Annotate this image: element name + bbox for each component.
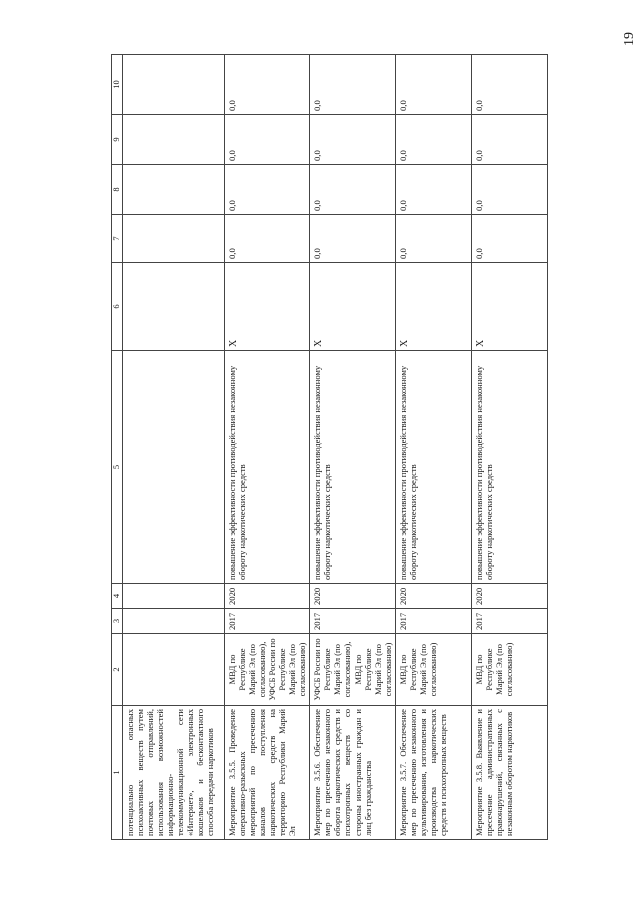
column-7-cell: 0,0: [224, 215, 309, 263]
column-number: 1: [112, 706, 123, 840]
column-number: 8: [112, 165, 123, 215]
event-description: Мероприятие 3.5.5. Проведение оперативно-разыскных мероприятий по пресечению каналов поступления наркотических средств на территорию Республики Марий Эл: [224, 706, 309, 840]
expected-result-cell: [122, 351, 224, 584]
column-6-cell: X: [224, 263, 309, 351]
column-9-cell: 0,0: [471, 115, 547, 165]
column-7-cell: 0,0: [310, 215, 395, 263]
event-description: Мероприятие 3.5.8. Выявление и пресечение административных правонарушений, связанных с незаконным оборотом наркотиков: [471, 706, 547, 840]
column-number: 3: [112, 609, 123, 634]
column-number: 5: [112, 351, 123, 584]
column-7-cell: 0,0: [471, 215, 547, 263]
page-number: 19: [622, 32, 637, 46]
column-6-cell: [122, 263, 224, 351]
column-number: 7: [112, 215, 123, 263]
column-8-cell: 0,0: [310, 165, 395, 215]
column-8-cell: 0,0: [224, 165, 309, 215]
column-8-cell: 0,0: [395, 165, 471, 215]
column-9-cell: 0,0: [395, 115, 471, 165]
executor-cell: МВД по Республике Марий Эл (по согласованию), УФСБ России по Республике Марий Эл (по согласованию): [224, 634, 309, 706]
column-8-cell: 0,0: [471, 165, 547, 215]
start-year-cell: 2017: [310, 609, 395, 634]
column-6-cell: X: [310, 263, 395, 351]
table-row: [395, 55, 471, 840]
table-row: [224, 55, 309, 840]
start-year-cell: 2017: [395, 609, 471, 634]
expected-result-cell: повышение эффективности противодействия незаконному обороту наркотических средств: [395, 351, 471, 584]
start-year-cell: 2017: [224, 609, 309, 634]
column-9-cell: 0,0: [310, 115, 395, 165]
column-9-cell: 0,0: [224, 115, 309, 165]
executor-cell: МВД по Республике Марий Эл (по согласованию): [471, 634, 547, 706]
column-number: 9: [112, 115, 123, 165]
program-events-table: [111, 54, 548, 840]
column-7-cell: 0,0: [395, 215, 471, 263]
column-8-cell: [122, 165, 224, 215]
executor-cell: МВД по Республике Марий Эл (по согласованию): [395, 634, 471, 706]
end-year-cell: 2020: [310, 584, 395, 609]
column-10-cell: [122, 55, 224, 115]
start-year-cell: 2017: [471, 609, 547, 634]
column-6-cell: X: [395, 263, 471, 351]
table-row: [310, 55, 395, 840]
executor-cell: УФСБ России по Республике Марий Эл (по согласованию), МВД по Республике Марий Эл (по согласованию): [310, 634, 395, 706]
event-description: потенциально опасных психоактивных веществ путем почтовых отправлений, использования возможностей информационно-телекоммуникационной сети «Интернет», электронных кошельков и бесконтактного способа передачи наркотиков: [122, 706, 224, 840]
end-year-cell: 2020: [224, 584, 309, 609]
column-number: 10: [112, 55, 123, 115]
end-year-cell: 2020: [471, 584, 547, 609]
column-10-cell: 0,0: [310, 55, 395, 115]
event-description: Мероприятие 3.5.6. Обеспечение мер по пресечению незаконного оборота наркотических средств и психотропных веществ со стороны иностранных граждан и лиц без гражданства: [310, 706, 395, 840]
column-number: 4: [112, 584, 123, 609]
event-description: Мероприятие 3.5.7. Обеспечение мер по пресечению незаконного культивирования, изготовления и производства наркотических средств и психотропных веществ: [395, 706, 471, 840]
column-6-cell: X: [471, 263, 547, 351]
start-year-cell: [122, 609, 224, 634]
column-9-cell: [122, 115, 224, 165]
expected-result-cell: повышение эффективности противодействия незаконному обороту наркотических средств: [224, 351, 309, 584]
column-10-cell: 0,0: [471, 55, 547, 115]
end-year-cell: 2020: [395, 584, 471, 609]
column-number: 2: [112, 634, 123, 706]
column-number: 6: [112, 263, 123, 351]
executor-cell: [122, 634, 224, 706]
table-row: [471, 55, 547, 840]
column-7-cell: [122, 215, 224, 263]
expected-result-cell: повышение эффективности противодействия незаконному обороту наркотических средств: [471, 351, 547, 584]
table-row: [122, 55, 224, 840]
column-10-cell: 0,0: [224, 55, 309, 115]
column-10-cell: 0,0: [395, 55, 471, 115]
column-number-row: [112, 55, 123, 840]
expected-result-cell: повышение эффективности противодействия незаконному обороту наркотических средств: [310, 351, 395, 584]
end-year-cell: [122, 584, 224, 609]
